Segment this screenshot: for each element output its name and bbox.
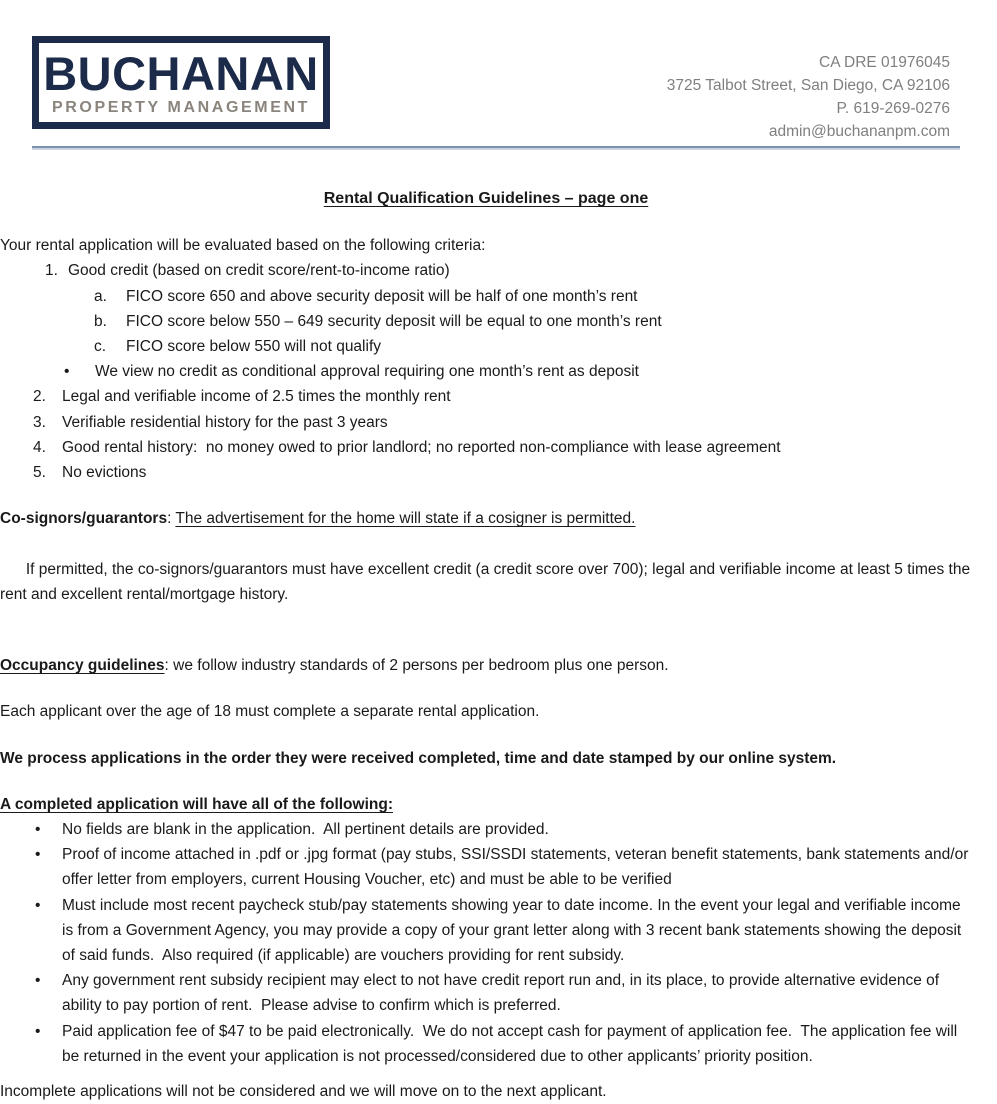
company-logo — [32, 36, 330, 129]
list-item-text: Legal and verifiable income of 2.5 times the monthly rent — [62, 388, 451, 406]
list-number: 3. — [33, 413, 46, 431]
email-address: admin@buchananpm.com — [768, 123, 950, 140]
requirement-text: Must include most recent paycheck stub/pay statements showing year to date income. In the event your legal and verifiable income is from a Government Agency, you may provide a copy of your grant letter along with 3 recent bank statements showing the deposit of said funds. Also required (if applicable) are vouchers providing for rent subsidy. — [62, 896, 966, 965]
list-letter: c. — [94, 338, 107, 356]
contact-block — [667, 51, 950, 143]
criteria-list — [0, 258, 972, 485]
list-subitem-text: FICO score below 550 will not qualify — [126, 338, 382, 356]
credit-note-text: We view no credit as conditional approval requiring one month’s rent as deposit — [95, 363, 639, 381]
list-number: 2. — [33, 388, 46, 406]
incomplete-note: Incomplete applications will not be considered and we will move on to the next applicant. — [0, 1083, 607, 1101]
list-item-text: Good rental history: no money owed to prior landlord; no reported non-compliance with lease agreement — [62, 438, 781, 456]
license-number: CA DRE 01976045 — [819, 54, 950, 71]
street-address: 3725 Talbot Street, San Diego, CA 92106 — [666, 77, 950, 94]
requirement-bullet — [0, 1019, 972, 1069]
list-item — [0, 435, 972, 460]
cosigners-underlined-text: The advertisement for the home will state if a cosigner is permitted. — [175, 510, 636, 528]
requirement-text: No fields are blank in the application. All pertinent details are provided. — [62, 821, 549, 839]
phone-number: P. 619-269-0276 — [836, 100, 950, 117]
requirement-text: Any government rent subsidy recipient may elect to not have credit report run and, in its place, to provide alternative evidence of ability to pay portion of rent. Please advise to confirm which is preferred. — [62, 972, 944, 1015]
occupancy-paragraph — [0, 653, 972, 678]
completed-application-heading: A completed application will have all of the following: — [0, 795, 393, 813]
list-item — [0, 384, 972, 409]
bullet-icon: • — [35, 972, 41, 990]
requirement-text: Paid application fee of $47 to be paid electronically. We do not accept cash for payment of application fee. The application fee will be returned in the event your application is not processed/considered due to other applicants’ priority position. — [62, 1022, 962, 1065]
header-divider — [32, 146, 960, 148]
list-subitem — [0, 309, 972, 334]
list-subitem — [0, 284, 972, 309]
cosigners-label: Co-signors/guarantors — [0, 510, 168, 528]
occupancy-body: : we follow industry standards of 2 persons per bedroom plus one person. — [164, 657, 669, 675]
credit-note-bullet — [0, 359, 972, 384]
list-item-text: No evictions — [62, 464, 147, 482]
cosigners-separator: : — [167, 510, 176, 528]
document-body — [0, 186, 975, 1104]
list-item — [0, 460, 972, 485]
bullet-icon: • — [35, 896, 41, 914]
page-title: Rental Qualification Guidelines – page one — [323, 190, 649, 207]
bullet-icon: • — [35, 846, 41, 864]
cosigners-paragraph — [0, 506, 975, 632]
list-item-text: Verifiable residential history for the past 3 years — [62, 413, 388, 431]
requirement-bullet — [0, 817, 972, 842]
processing-note: We process applications in the order they were received completed, time and date stamped by our online system. — [0, 749, 837, 767]
list-item-text: Good credit (based on credit score/rent-to-income ratio) — [68, 262, 450, 280]
letterhead — [0, 0, 997, 150]
logo-wordmark: BUCHANAN — [43, 46, 319, 100]
requirement-bullet — [0, 893, 972, 969]
bullet-icon: • — [64, 363, 70, 381]
requirement-bullet — [0, 842, 972, 892]
list-item — [0, 258, 972, 283]
list-number: 1. — [45, 262, 58, 280]
list-number: 4. — [33, 438, 46, 456]
bullet-icon: • — [35, 1022, 41, 1040]
requirement-bullet — [0, 968, 972, 1018]
list-subitem — [0, 334, 972, 359]
list-subitem-text: FICO score below 550 – 649 security deposit will be equal to one month’s rent — [126, 312, 662, 330]
list-letter: a. — [94, 287, 107, 305]
bullet-icon: • — [35, 821, 41, 839]
occupancy-label: Occupancy guidelines — [0, 657, 165, 675]
applicant-note: Each applicant over the age of 18 must complete a separate rental application. — [0, 703, 540, 721]
cosigners-body: If permitted, the co-signors/guarantors must have excellent credit (a credit score over 700); legal and verifiable income at least 5 times the rent and excellent rental/mortgage history. — [0, 560, 975, 603]
list-subitem-text: FICO score 650 and above security deposit will be half of one month’s rent — [126, 287, 638, 305]
intro-paragraph: Your rental application will be evaluated based on the following criteria: — [0, 237, 486, 255]
list-item — [0, 410, 972, 435]
logo-tagline: PROPERTY MANAGEMENT — [51, 98, 310, 116]
list-number: 5. — [33, 464, 46, 482]
completed-application-list — [0, 817, 972, 1069]
list-letter: b. — [94, 312, 107, 330]
requirement-text: Proof of income attached in .pdf or .jpg format (pay stubs, SSI/SSDI statements, veteran benefit statements, bank statements and/or offer letter from employers, current Housing Voucher, etc) and must be able to be verified — [62, 846, 973, 889]
